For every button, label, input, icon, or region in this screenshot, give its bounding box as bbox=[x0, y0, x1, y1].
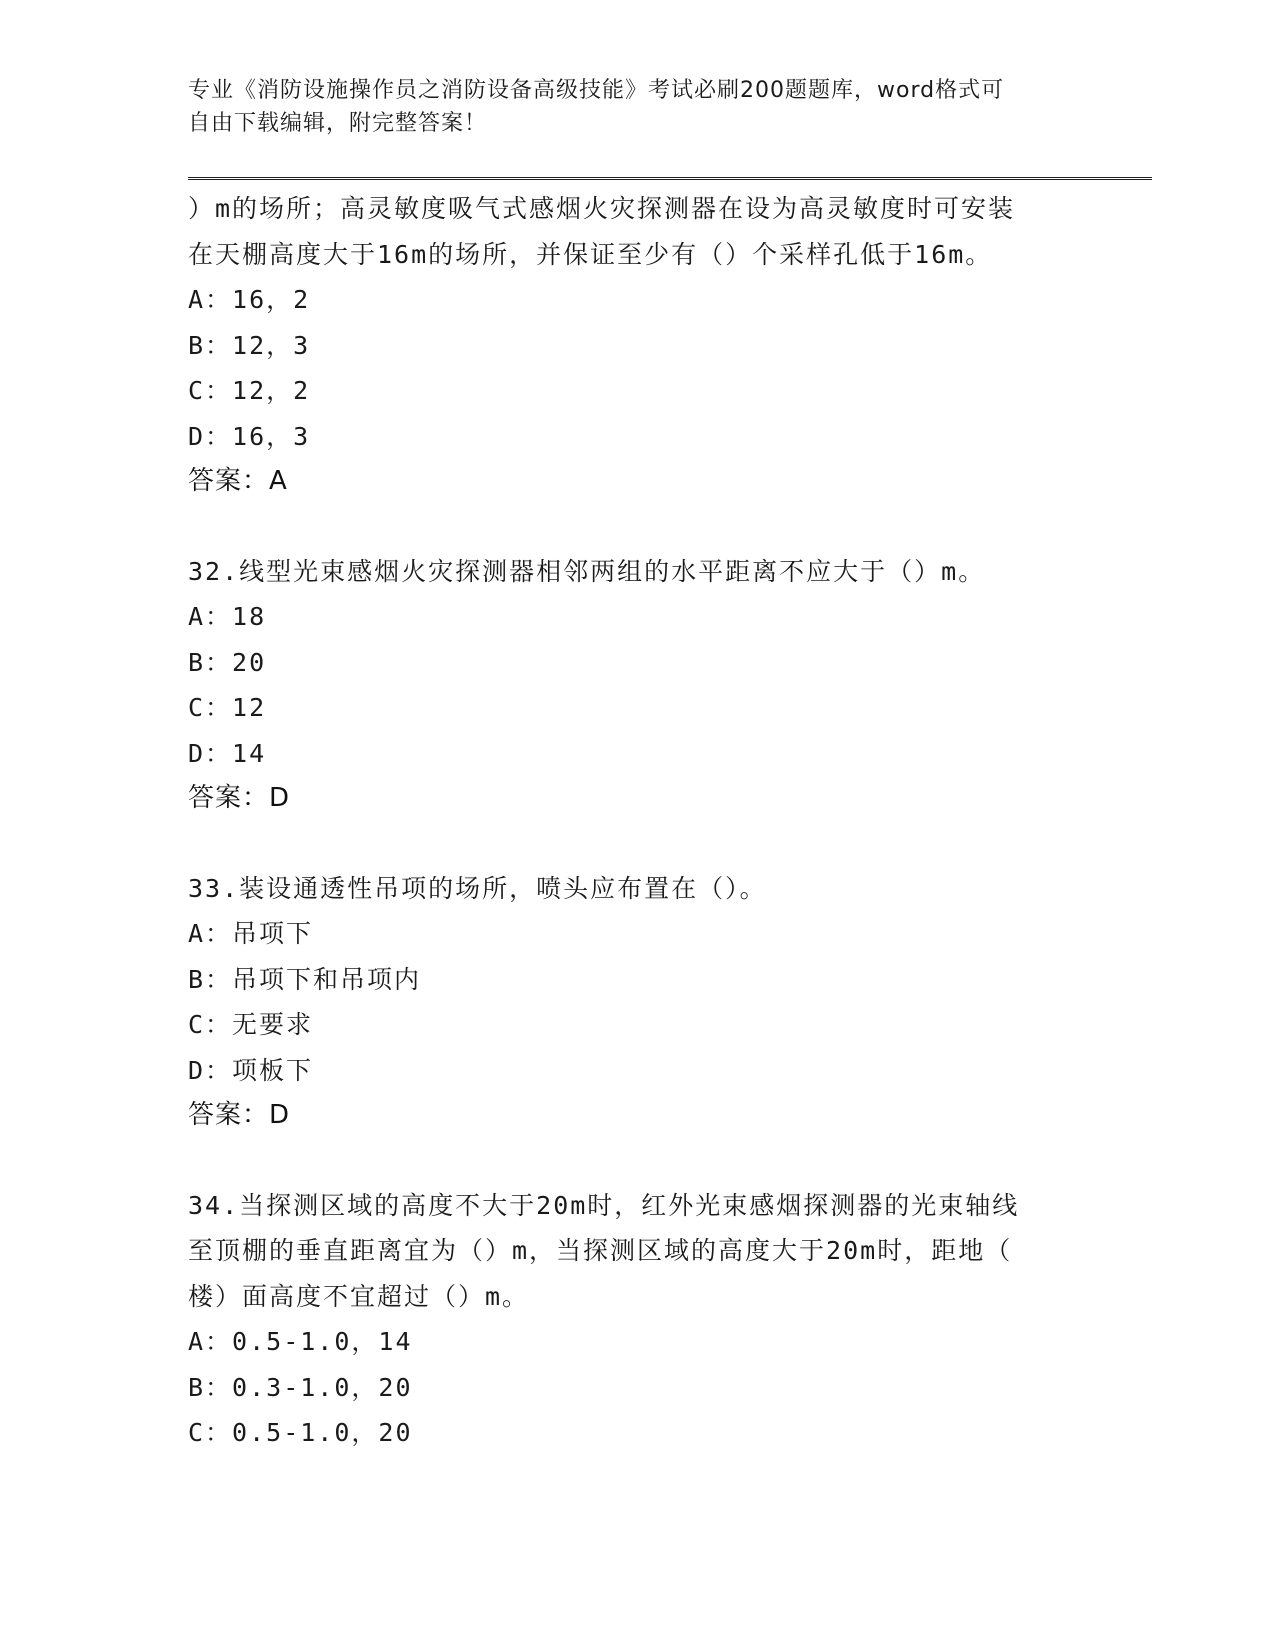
option-c: C：12，2 bbox=[188, 376, 311, 405]
spacer bbox=[188, 822, 1088, 866]
option-b: B：吊项下和吊项内 bbox=[188, 964, 422, 994]
answer-line: 答案：A bbox=[188, 466, 288, 496]
answer-line: 答案：D bbox=[188, 783, 291, 813]
document-header bbox=[188, 74, 1088, 140]
option-d: D：14 bbox=[188, 738, 267, 768]
question-31 bbox=[188, 186, 1088, 505]
question-stem-line: 至顶棚的垂直距离宜为（）m，当探测区域的高度大于20m时，距地（ bbox=[188, 1236, 1013, 1265]
option-a: A：0.5-1.0，14 bbox=[188, 1327, 413, 1356]
question-stem-line: 在天棚高度大于16m的场所，并保证至少有（）个采样孔低于16m。 bbox=[188, 239, 993, 269]
answer-line: 答案：D bbox=[188, 1100, 291, 1130]
option-a: A：吊项下 bbox=[188, 919, 314, 948]
question-32 bbox=[188, 549, 1088, 822]
option-b: B：0.3-1.0，20 bbox=[188, 1372, 413, 1402]
option-c: C：无要求 bbox=[188, 1010, 314, 1039]
option-c: C：0.5-1.0，20 bbox=[188, 1418, 413, 1447]
question-stem-line: 32.线型光束感烟火灾探测器相邻两组的水平距离不应大于（）m。 bbox=[188, 556, 986, 586]
question-34 bbox=[188, 1183, 1088, 1456]
option-a: A：16，2 bbox=[188, 285, 311, 314]
question-stem-line: 34.当探测区域的高度不大于20m时，红外光束感烟探测器的光束轴线 bbox=[188, 1190, 1020, 1220]
question-stem-line: 33.装设通透性吊项的场所，喷头应布置在（）。 bbox=[188, 873, 767, 903]
spacer bbox=[188, 1139, 1088, 1183]
question-33 bbox=[188, 866, 1088, 1139]
question-stem-line: 楼）面高度不宜超过（）m。 bbox=[188, 1281, 530, 1311]
option-d: D：16，3 bbox=[188, 421, 311, 451]
option-b: B：12，3 bbox=[188, 330, 311, 360]
header-title-line-2: 自由下载编辑，附完整答案！ bbox=[188, 111, 488, 136]
header-title-line-1: 专业《消防设施操作员之消防设备高级技能》考试必刷200题题库，word格式可 bbox=[188, 78, 1005, 103]
question-list bbox=[188, 186, 1088, 1456]
option-b: B：20 bbox=[188, 647, 267, 677]
spacer bbox=[188, 505, 1088, 549]
option-a: A：18 bbox=[188, 602, 267, 631]
header-divider bbox=[188, 177, 1152, 180]
option-c: C：12 bbox=[188, 693, 267, 722]
question-stem-line: ）m的场所；高灵敏度吸气式感烟火灾探测器在设为高灵敏度时可安装 bbox=[188, 194, 1016, 223]
option-d: D：项板下 bbox=[188, 1055, 314, 1085]
